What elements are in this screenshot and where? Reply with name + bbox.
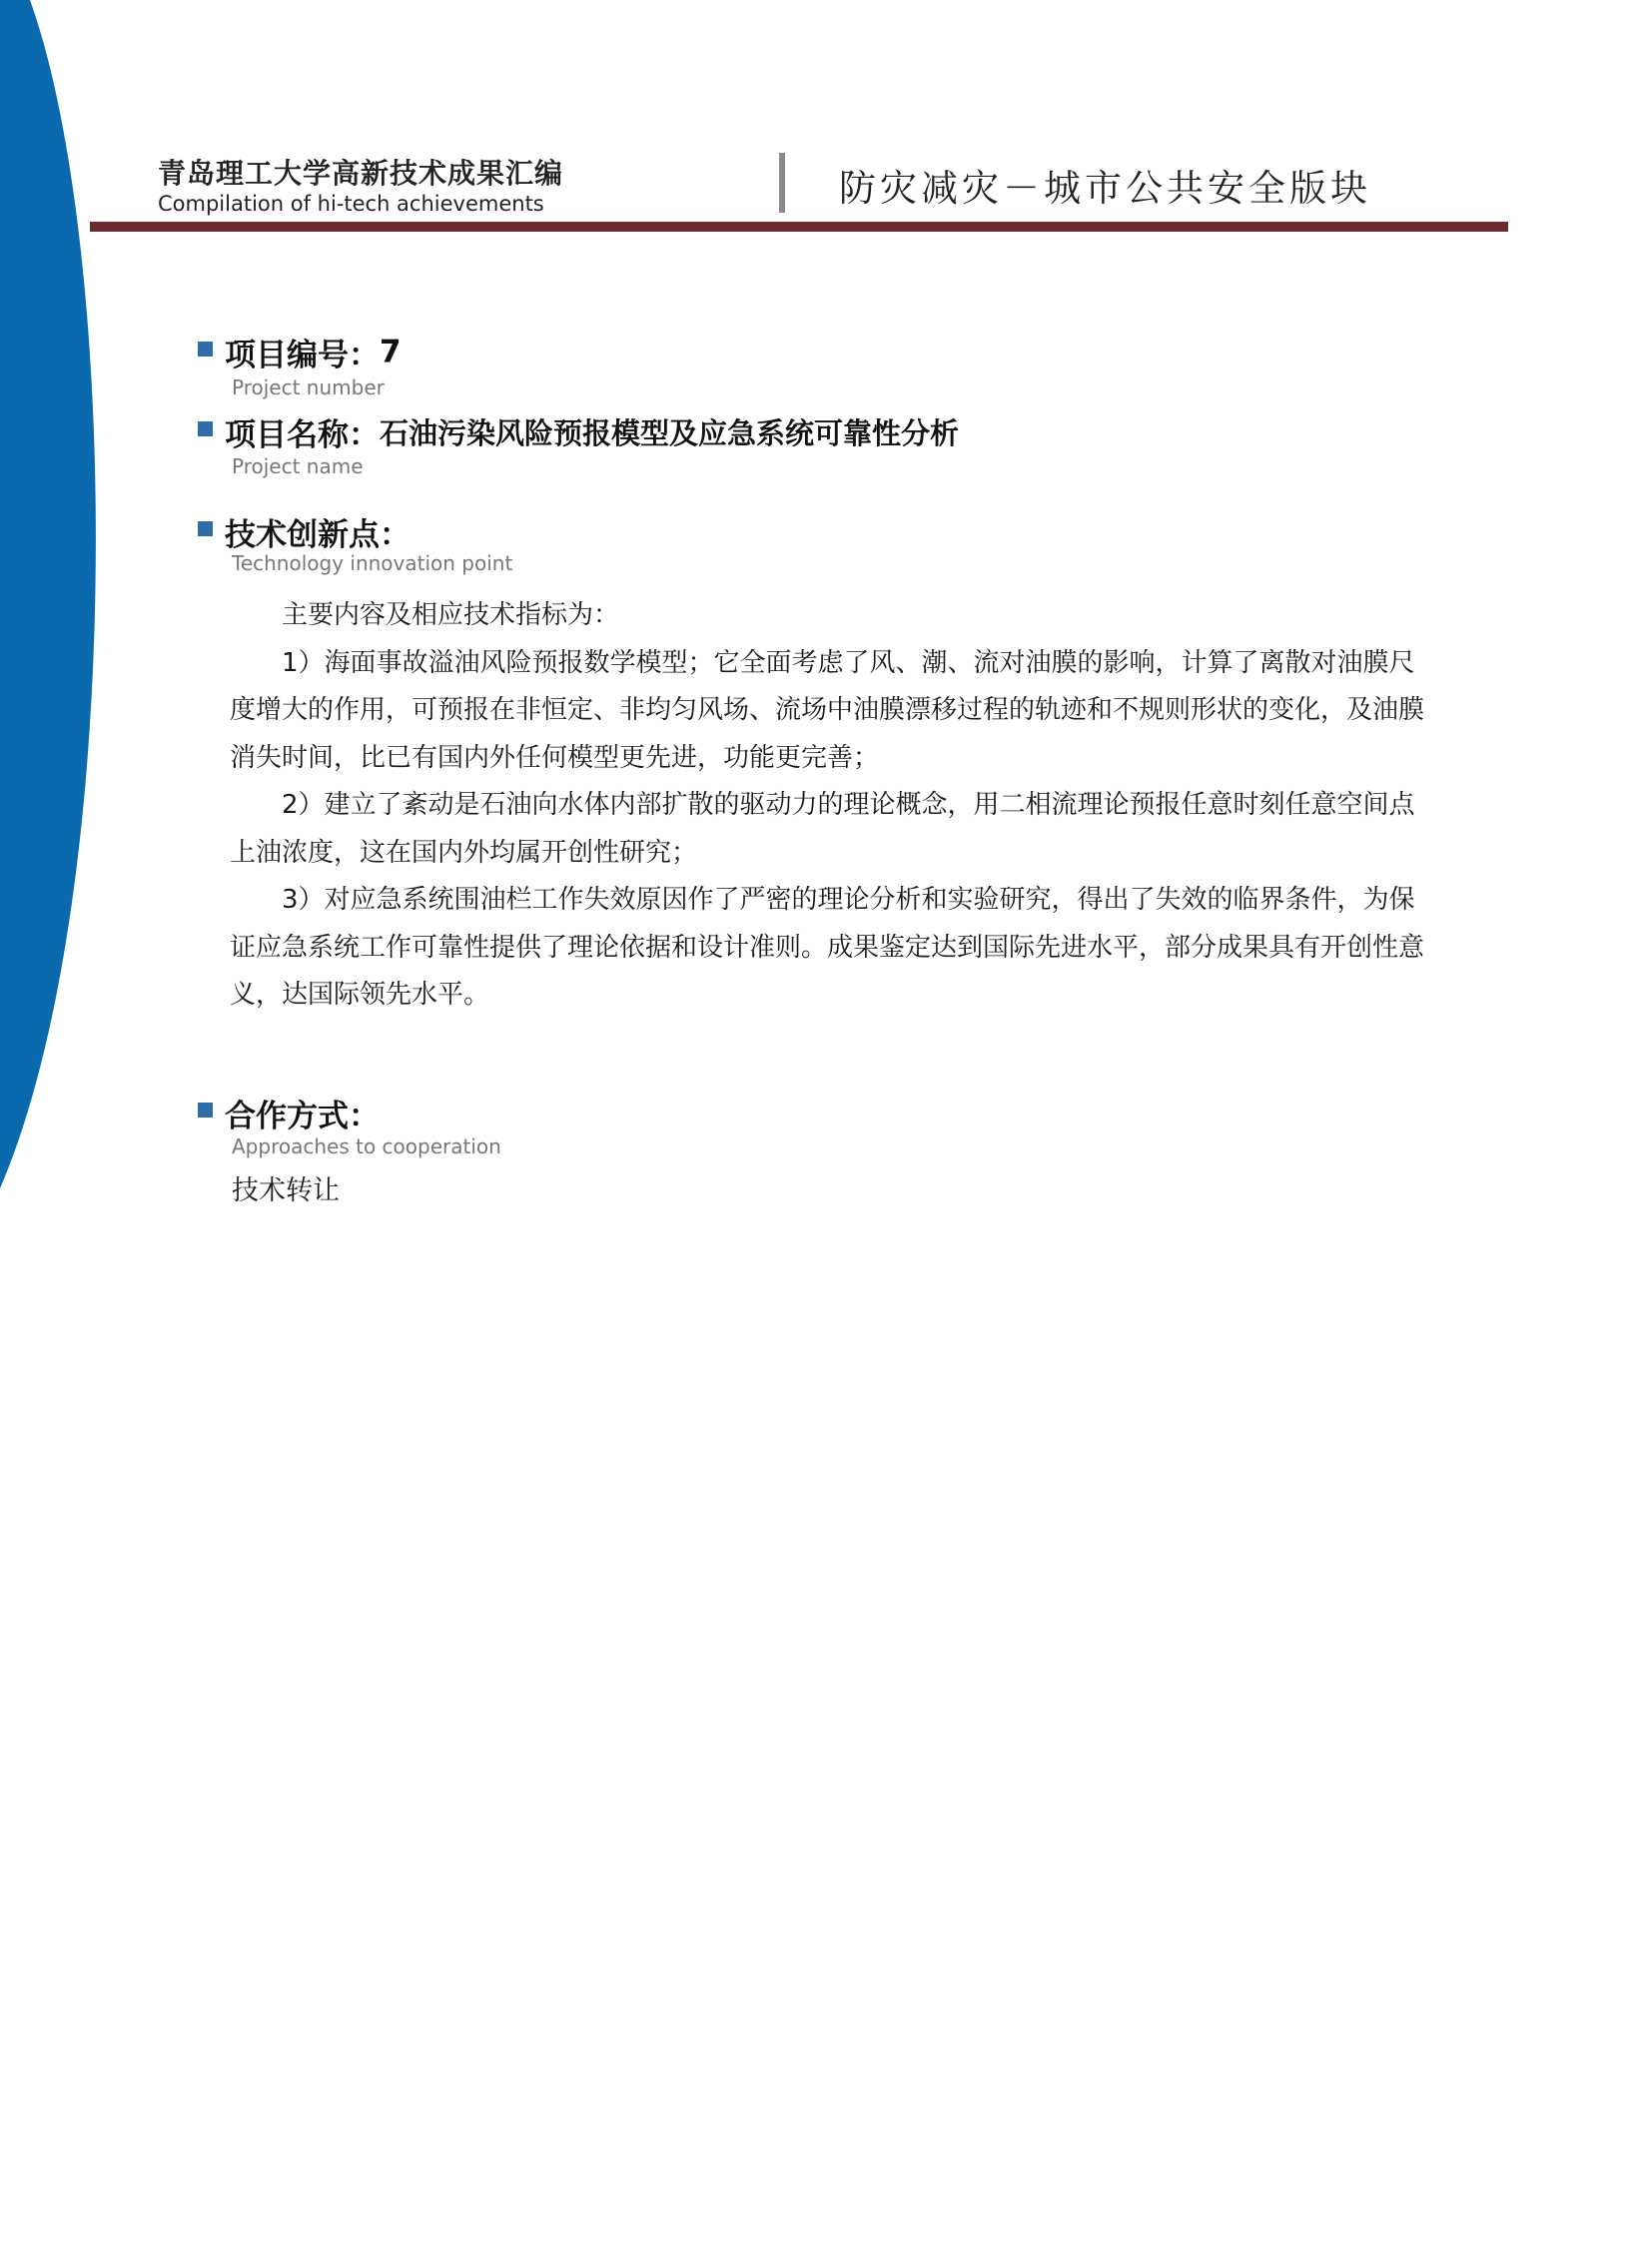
project-name-value: 石油污染风险预报模型及应急系统可靠性分析 bbox=[380, 416, 960, 450]
cooperation-value: 技术转让 bbox=[232, 1175, 340, 1206]
square-bullet-icon bbox=[198, 521, 213, 536]
innovation-paragraph-2: 2）建立了紊动是石油向水体内部扩散的驱动力的理论概念，用二相流理论预报任意时刻任意空间点上油浓度，这在国内外均属开创性研究； bbox=[230, 790, 1415, 868]
cooperation-label-en: Approaches to cooperation bbox=[232, 1134, 501, 1158]
header-rule bbox=[90, 222, 1508, 232]
project-number-label-en: Project number bbox=[232, 375, 385, 399]
innovation-body bbox=[230, 592, 1428, 1020]
innovation-intro: 主要内容及相应技术指标为： bbox=[282, 600, 620, 630]
cooperation-label: 合作方式： bbox=[225, 1099, 380, 1134]
blue-arc-decoration bbox=[0, 0, 120, 1198]
project-name-label-en: Project name bbox=[232, 454, 364, 478]
header-section-title: 防灾减灾－城市公共安全版块 bbox=[839, 167, 1371, 210]
innovation-row bbox=[198, 509, 411, 554]
innovation-paragraph-1: 1）海面事故溢油风险预报数学模型；它全面考虑了风、潮、流对油膜的影响，计算了离散对油膜尺度增大的作用，可预报在非恒定、非均匀风场、流场中油膜漂移过程的轨迹和不规则形状的变化，及油膜消失时间，比已有国内外任何模型更先进，功能更完善； bbox=[230, 647, 1425, 773]
square-bullet-icon bbox=[198, 1103, 213, 1118]
header-separator bbox=[779, 153, 785, 213]
cooperation-row bbox=[198, 1091, 380, 1135]
innovation-label-en: Technology innovation point bbox=[232, 551, 513, 575]
square-bullet-icon bbox=[198, 421, 213, 436]
project-number-label: 项目编号： bbox=[225, 338, 380, 374]
innovation-paragraph-3: 3）对应急系统围油栏工作失效原因作了严密的理论分析和实验研究，得出了失效的临界条件，为保证应急系统工作可靠性提供了理论依据和设计准则。成果鉴定达到国际先进水平，部分成果具有开创性意义，达国际领先水平。 bbox=[230, 885, 1425, 1010]
header-org-title-en: Compilation of hi-tech achievements bbox=[158, 192, 544, 216]
project-name-row bbox=[198, 409, 959, 454]
project-name-label: 项目名称： bbox=[225, 417, 380, 453]
square-bullet-icon bbox=[198, 342, 213, 357]
project-number-value: 7 bbox=[380, 334, 402, 371]
project-number-row bbox=[198, 330, 402, 374]
header-org-title-cn: 青岛理工大学高新技术成果汇编 bbox=[158, 157, 564, 190]
innovation-label: 技术创新点： bbox=[225, 517, 411, 553]
